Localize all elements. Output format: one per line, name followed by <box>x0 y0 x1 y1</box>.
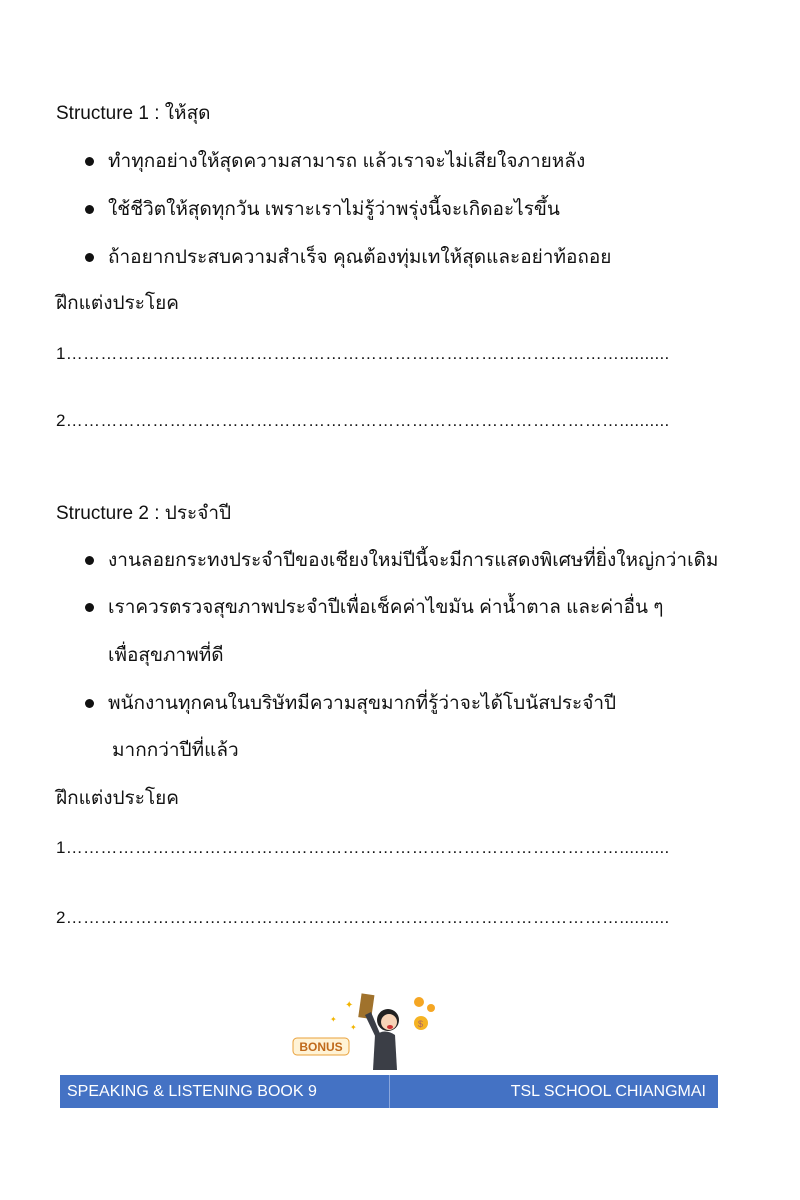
example-sentence: งานลอยกระทงประจำปีของเชียงใหม่ปีนี้จะมีการแสดงพิเศษที่ยิ่งใหญ่กว่าเดิม <box>108 550 719 571</box>
page-footer <box>60 1075 718 1108</box>
example-sentence: ถ้าอยากประสบความสำเร็จ คุณต้องทุ่มเทให้สุดและอย่าท้อถอย <box>108 247 612 268</box>
bonus-illustration <box>285 990 445 1075</box>
practice-line-2: 2…………………………………………………………………………………….......... <box>56 909 670 926</box>
bullet-icon <box>85 603 94 612</box>
example-sentence: ทำทุกอย่างให้สุดความสามารถ แล้วเราจะไม่เสียใจภายหลัง <box>108 151 586 172</box>
bullet-icon <box>85 253 94 262</box>
example-sentence: พนักงานทุกคนในบริษัทมีความสุขมากที่รู้ว่าจะได้โบนัสประจำปี <box>108 693 617 714</box>
practice-line-2: 2…………………………………………………………………………………….......... <box>56 412 670 429</box>
svg-text:✦: ✦ <box>330 1015 337 1024</box>
practice-label: ฝึกแต่งประโยค <box>56 293 180 314</box>
practice-label: ฝึกแต่งประโยค <box>56 788 180 809</box>
footer-school-name: TSL SCHOOL CHIANGMAI <box>510 1083 706 1100</box>
bullet-icon <box>85 556 94 565</box>
example-sentence: เราควรตรวจสุขภาพประจำปีเพื่อเช็คค่าไขมัน ค่าน้ำตาล และค่าอื่น ๆ <box>108 597 664 618</box>
coin-icon <box>414 997 424 1007</box>
svg-text:$: $ <box>418 1019 424 1029</box>
svg-text:✦: ✦ <box>350 1023 357 1032</box>
footer-divider <box>389 1075 390 1108</box>
practice-line-1: 1…………………………………………………………………………………….......... <box>56 345 670 362</box>
bullet-icon <box>85 699 94 708</box>
example-sentence: ใช้ชีวิตให้สุดทุกวัน เพราะเราไม่รู้ว่าพรุ่งนี้จะเกิดอะไรขึ้น <box>108 199 560 220</box>
bonus-badge-text: BONUS <box>299 1040 343 1054</box>
structure-1-title: Structure 1 : ให้สุด <box>56 103 211 124</box>
bullet-icon <box>85 205 94 214</box>
bullet-icon <box>85 157 94 166</box>
sparkle-icon <box>330 1000 357 1032</box>
coin-icon <box>427 1004 435 1012</box>
svg-text:✦: ✦ <box>345 1000 354 1011</box>
example-sentence-continued: มากกว่าปีที่แล้ว <box>112 740 239 761</box>
footer-book-title: SPEAKING & LISTENING BOOK 9 <box>67 1083 317 1100</box>
example-sentence-continued: เพื่อสุขภาพที่ดี <box>108 645 224 666</box>
structure-2-title: Structure 2 : ประจำปี <box>56 503 232 524</box>
practice-line-1: 1…………………………………………………………………………………….......... <box>56 839 670 856</box>
